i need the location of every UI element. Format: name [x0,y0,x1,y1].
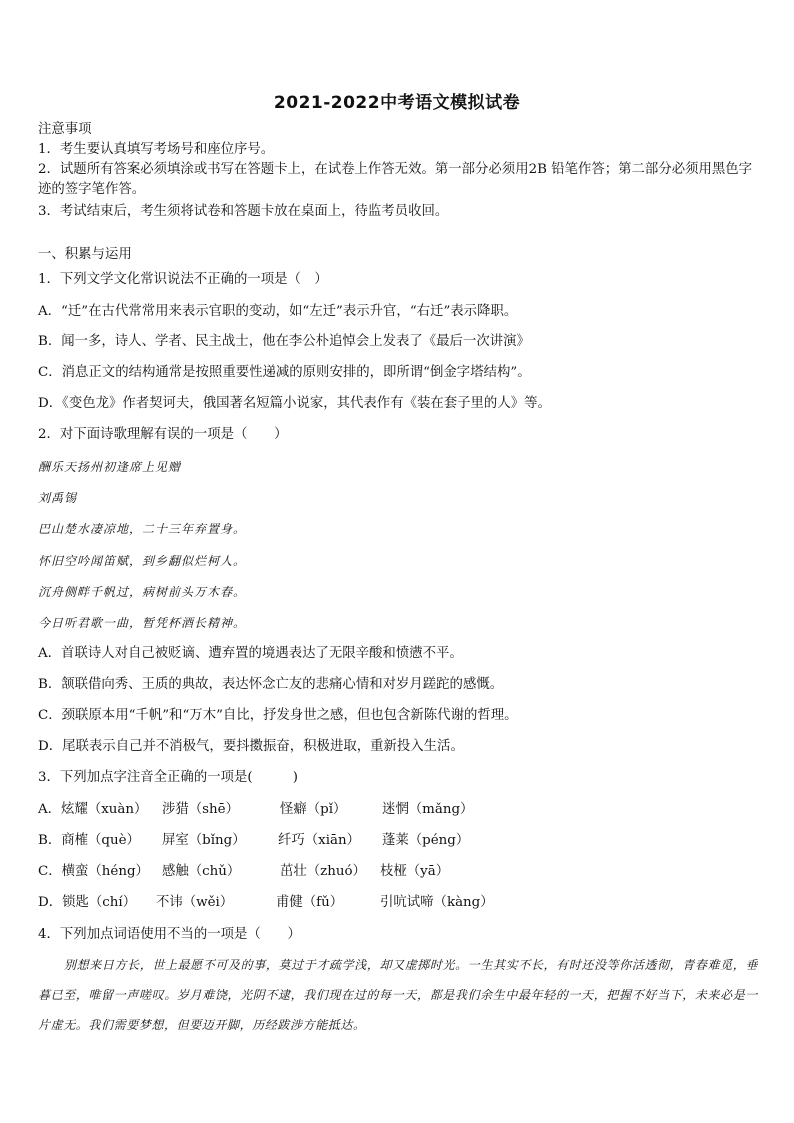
q3-b-word-2: 屏室（bǐng） [162,833,246,848]
poem-line-3: 沉舟侧畔千帆过，病树前头万木春。 [38,585,247,599]
q2-option-d: D．尾联表示自己并不消极气，要抖擞振奋，积极进取，重新投入生活。 [38,739,464,754]
q3-b-word-3: 纤巧（xiān） [278,833,361,848]
q2-option-b: B．颔联借向秀、王质的典故，表达怀念亡友的悲痛心情和对岁月蹉跎的感慨。 [38,677,504,692]
notice-heading: 注意事项 [38,122,92,137]
poem-line-4: 今日听君歌一曲，暂凭杯酒长精神。 [38,616,247,630]
q3-a-word-1: A．炫耀（xuàn） [38,802,148,817]
poem-author: 刘禹锡 [38,491,78,505]
q1-option-a: A．“迁”在古代常常用来表示官职的变动，如“左迁”表示升官，“右迁”表示降职。 [38,304,518,319]
q4-stem: 4．下列加点词语使用不当的一项是（ ） [38,927,301,942]
notice-item-1: 1．考生要认真填写考场号和座位序号。 [38,142,275,157]
q4-passage: 别想来日方长，世上最愿不可及的事，莫过于才疏学浅，却又虚掷时光。一生其实不长，有时还没等你活透彻，青春难觅，垂暮已至，唯留一声嗟叹。岁月难饶，光阴不逮，我们现在过的每一天，都是我们余生中最年轻的一天，把握不好当下，未来必是一片虚无。我们需要梦想，但要迈开脚，历经跋涉方能抵达。 [38,958,758,1032]
q3-d-word-4: 引吭试啼（kàng） [380,895,494,910]
q2-stem: 2．对下面诗歌理解有误的一项是（ ） [38,427,288,442]
poem-line-2: 怀旧空吟闻笛赋，到乡翻似烂柯人。 [38,554,247,568]
poem-title: 酬乐天扬州初逢席上见赠 [38,460,182,474]
q1-option-c: C．消息正文的结构通常是按照重要性递减的原则安排的，即所谓“倒金字塔结构”。 [38,365,531,380]
q3-d-word-1: D．锁匙（chí） [38,895,137,910]
q3-b-word-4: 蓬莱（péng） [382,833,470,848]
exam-title: 2021-2022中考语文模拟试卷 [273,93,521,113]
q1-option-d: D．《变色龙》作者契诃夫，俄国著名短篇小说家，其代表作有《装在套子里的人》等。 [38,396,551,411]
q2-option-a: A．首联诗人对自己被贬谪、遭弃置的境遇表达了无限辛酸和愤懑不平。 [38,646,463,661]
poem-line-1: 巴山楚水凄凉地，二十三年弃置身。 [38,522,247,536]
notice-item-3: 3．考试结束后，考生须将试卷和答题卡放在桌面上，待监考员收回。 [38,204,449,219]
q3-a-word-4: 迷惘（mǎng） [382,802,474,817]
q3-b-word-1: B．商榷（què） [38,833,140,848]
q1-stem: 1．下列文学文化常识说法不正确的一项是（ ） [38,272,328,287]
q3-d-word-2: 不讳（wěi） [156,895,234,910]
q3-c-word-2: 感触（chǔ） [162,864,241,879]
q3-d-word-3: 甫健（fǔ） [276,895,344,910]
notice-item-2: 2．试题所有答案必须填涂或书写在答题卡上，在试卷上作答无效。第一部分必须用2B 铅笔作答；第二部分必须用黑色字迹的签字笔作答。 [38,162,753,197]
q3-a-word-3: 怪癖（pǐ） [280,802,347,817]
q1-option-b: B．闻一多，诗人、学者、民主战士，他在李公朴追悼会上发表了《最后一次讲演》 [38,334,530,349]
q3-c-word-1: C．横蛮（héng） [38,864,149,879]
q3-c-word-3: 茁壮（zhuó） [280,864,366,879]
q3-a-word-2: 涉猎（shē） [162,802,239,817]
q3-stem: 3．下列加点字注音全正确的一项是( ) [38,770,298,785]
q2-option-c: C．颈联原本用“千帆”和“万木”自比，抒发身世之感，但也包含新陈代谢的哲理。 [38,708,518,723]
section-heading-1: 一、积累与运用 [38,247,132,262]
q3-c-word-4: 枝桠（yā） [380,864,450,879]
